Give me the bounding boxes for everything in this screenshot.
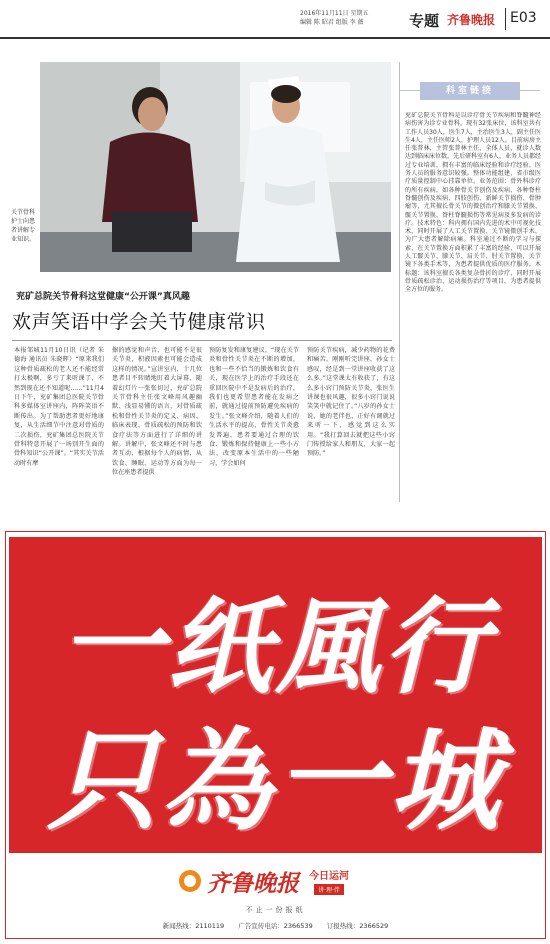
advertisement	[9, 537, 542, 937]
article-photo	[40, 62, 391, 272]
header-rule	[0, 37, 550, 39]
header-meta	[300, 9, 368, 27]
ad-slogan: 不止一份报纸	[245, 906, 306, 914]
newspaper-logo: 齐鲁晚报	[447, 13, 496, 27]
ad-sub-brand-top: 今日运河	[309, 871, 349, 882]
hotline-ads: 广告宣传电话：2366539	[238, 922, 313, 930]
ad-sub-brand-bottom: 讲·理·伴	[314, 884, 344, 895]
headline-rule	[12, 340, 392, 341]
page-number: E03	[510, 10, 537, 26]
page-header	[0, 0, 550, 40]
ad-brand: 齐鲁晚报	[207, 869, 299, 897]
sidebar-text: 兖矿总院关节骨科是以诊疗骨关节疾病和脊髓神经病伤害为诊专业骨科。现有32张床位，该科室共有工作人员30人，医生7人，主治医生3人，副主任医生4人，主任医师2人，护理人员12人。目前病房主任张普林，主管张普林主任，全体人员，就诊人数达到临床床位数。先后研科室有6人，业务人员都经过专业培训，拥有丰富的临床经验和诊疗经验。医务人员的服务意识较强。整体功能组建，省市级医疗质量控制中心挂靠单位。业务范围：骨外科诊疗的所有疾病，如各种骨关节创伤及疾病、各种脊柱脊髓创伤及疾病、四肢创伤、新鲜关节损伤、骨肿瘤等，尤其擅长骨关节的微创治疗和膝关节置换、髋关节置换、脊柱脊髓损伤等常见病及多发病的诊疗。技术特色：科内拥有国内先进的术中可视化技术，同时开展了人工关节置换、关节镜微创手术，为广大患者解除病痛。科室通过不断的学习与探索，在关节置换方面积累了丰富的经验，可以开展人工髋关节、膝关节、肩关节、肘关节置换，关节镜下各类手术等，为患者提供优质的医疗服务。木标题：该科室擅长各类复杂骨折的诊疗，同时开展骨质疏松诊治、运动损伤治疗等项目，为患者提供全方位的服务。	[405, 112, 541, 294]
brand-emblem-icon	[179, 870, 201, 892]
sidebar-label: 科室链接	[420, 82, 520, 100]
article-headline: 欢声笑语中学会关节健康常识	[12, 311, 266, 333]
ad-footer	[9, 853, 542, 937]
article-column-3: 预防复发和康复建议。“现在关节炎和骨性关节炎在不断的增加，也和一些不恰当的锻炼和饮食有关，现在医学上的治疗手段还在重回医院中不是发病后的治疗，我们也更希望患者能在发病之前，就通过提前预防避免疾病的发生。”张文峰介绍，随着人们的生活水平的提高，骨性关节炎愈发普遍，患者要通过合理的饮食、锻炼和保持健康上一些小方法，改变原本生活中的一些陋习，学会如何	[209, 347, 299, 467]
header-date: 2016年11月11日 星期五	[300, 10, 369, 17]
photo-caption: 关节骨科护士向患者讲解专业知识。	[11, 209, 36, 243]
column-divider	[399, 62, 400, 502]
ad-logo-row	[179, 861, 349, 901]
header-divider	[505, 8, 506, 30]
photo-illustration	[40, 62, 391, 272]
article-column-2: 擦的感觉和声音，也可能不是很关节炎，积液因素也可能会造成这样的情况。”宣讲室内，十几位患者目不转睛地盯着大屏幕，随着幻灯片一张张切过，兖矿总院关节骨科主任张文峰用风趣幽默、浅显易懂的语言，对骨质疏松和骨性关节炎的定义、病因、临床表现、骨质疏松的预防和饮食疗法等方面进行了详细的讲解。讲解中，张文峰还不时与患者互动，根据每个人的病情，从饮食、睡眠、运动等方面为每一位在座患者提供	[112, 347, 202, 477]
article-subhead: 兖矿总院关节骨科这堂健康“公开课”真风趣	[16, 292, 190, 302]
hotline-subscription: 订报热线：2366529	[326, 922, 389, 930]
article-column-1: 本报邹城11月10日讯（记者 朱德海 通讯员 朱晓晖）“原来我们这种骨质疏松的老人还不能经常打太极啊，多亏了来听课了，不然到现在还不知道呢……”11月4日下午，兖矿集团总医院关节骨科多媒体室讲座内，阵阵笑语不断传出。为了帮助患者更好地康复，从生活细节中注意对骨质的二次损伤，兖矿集团总医院关节骨科特意开展了一场别开生面的骨科知识“公开课”。“其实关节活动时有摩	[14, 347, 104, 467]
ad-hotlines	[9, 921, 542, 930]
article-column-4: 预防关节疾病，减少药物的花费和痛苦。刚刚听完讲座，孙女士感叹，经是到一堂讲座收获了这么多。”这堂课太有收获了，有这么多小窍门预防关节炎，张医生讲课也很风趣，很多小窍门说说笑笑中就记住了。”八岁的孙女士说，她的老伴也，正好有调就过来听一下，感觉到这么实用。“我打算回去就把这些小窍门传授给家人和朋友，大家一起预防。”	[307, 347, 395, 458]
hotline-news: 新闻热线：2110119	[162, 922, 225, 930]
ad-sub-brand	[309, 867, 349, 895]
ad-calligraphy-line-1: 一纸風行	[59, 585, 492, 708]
ad-calligraphy-line-2: 只為一城	[47, 716, 504, 845]
header-editors: 编辑 陈 昭君 组版 李 薇	[300, 19, 364, 26]
section-title: 专题	[409, 12, 440, 30]
